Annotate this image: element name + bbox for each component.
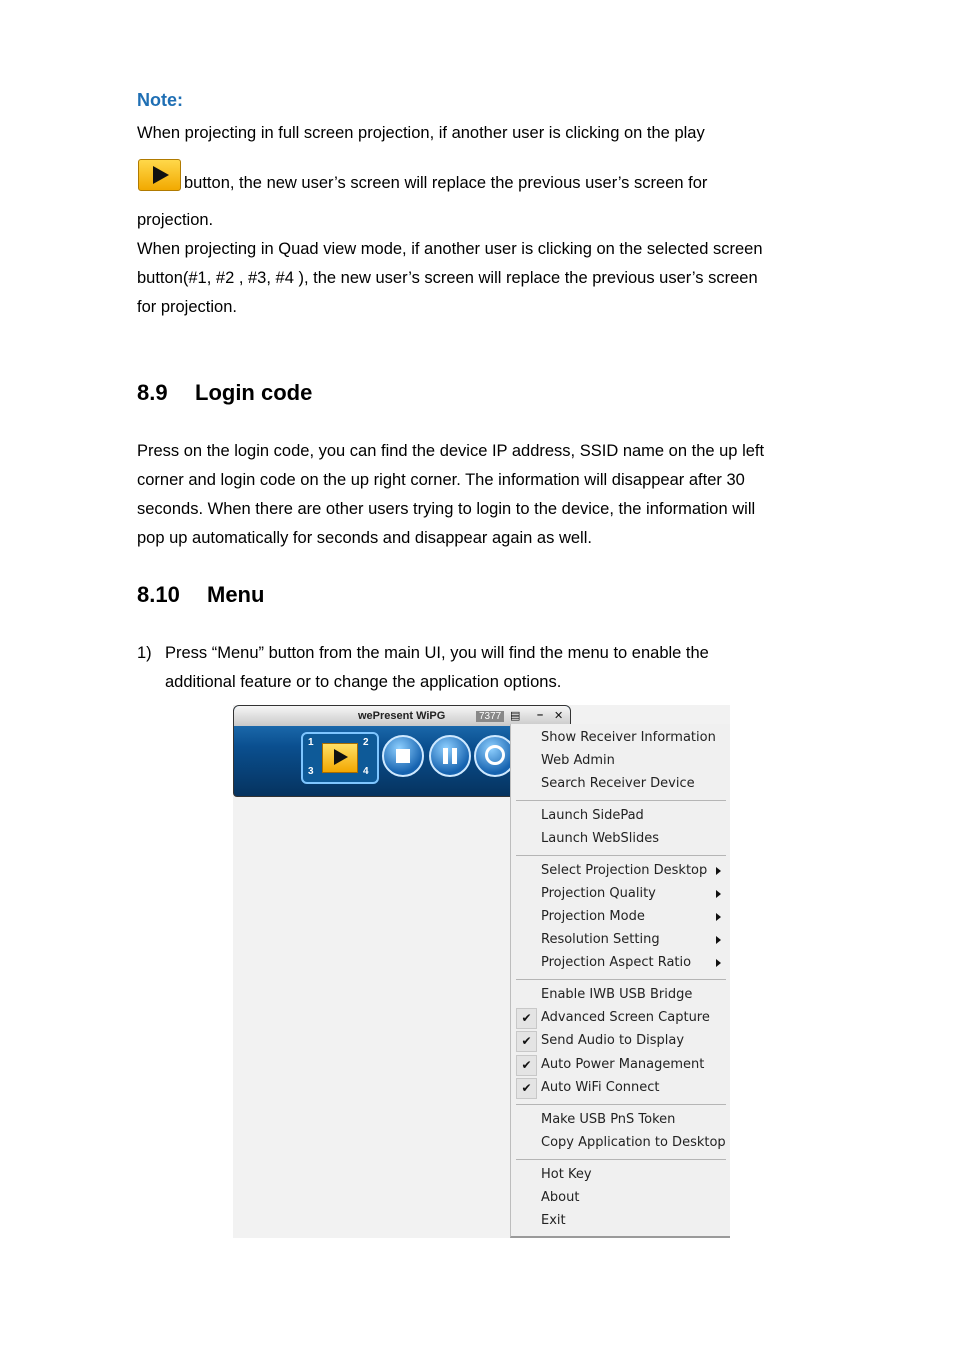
paragraph-line: pop up automatically for seconds and disappear again as well. bbox=[137, 529, 592, 547]
play-button-icon bbox=[138, 159, 181, 191]
submenu-arrow-icon bbox=[716, 890, 721, 898]
menu-item-exit[interactable]: Exit bbox=[541, 1213, 566, 1228]
menu-item-label: Resolution Setting bbox=[541, 932, 660, 947]
menu-item-show-receiver-information[interactable]: Show Receiver Information bbox=[541, 730, 716, 745]
pause-icon[interactable] bbox=[429, 735, 471, 777]
menu-item-advanced-screen-capture[interactable]: Advanced Screen Capture bbox=[541, 1010, 710, 1025]
menu-item-web-admin[interactable]: Web Admin bbox=[541, 753, 615, 768]
check-icon: ✔ bbox=[516, 1031, 537, 1052]
menu-item-hot-key[interactable]: Hot Key bbox=[541, 1167, 592, 1182]
section-number: 8.10 bbox=[137, 582, 180, 607]
paragraph-line: corner and login code on the up right corner. The information will disappear after 30 bbox=[137, 471, 745, 489]
paragraph-line: seconds. When there are other users trying to login to the device, the information will bbox=[137, 500, 756, 518]
note-line: When projecting in full screen projection, if another user is clicking on the play bbox=[137, 124, 705, 142]
menu-separator bbox=[516, 1104, 726, 1105]
menu-screenshot bbox=[233, 705, 730, 1238]
submenu-arrow-icon bbox=[716, 867, 721, 875]
section-title: Login code bbox=[195, 380, 313, 405]
note-title: Note: bbox=[137, 90, 183, 110]
menu-item-auto-power-management[interactable]: Auto Power Management bbox=[541, 1057, 705, 1072]
quad-screen-selector[interactable] bbox=[301, 732, 379, 784]
menu-item-resolution-setting[interactable] bbox=[541, 930, 726, 950]
submenu-arrow-icon bbox=[716, 959, 721, 967]
paragraph-line: Press on the login code, you can find the device IP address, SSID name on the up left bbox=[137, 442, 765, 460]
section-heading-login-code bbox=[137, 380, 312, 406]
note-line: for projection. bbox=[137, 298, 237, 316]
submenu-arrow-icon bbox=[716, 936, 721, 944]
stop-icon[interactable] bbox=[382, 735, 424, 777]
menu-item-label: Projection Quality bbox=[541, 886, 656, 901]
submenu-arrow-icon bbox=[716, 913, 721, 921]
menu-item-projection-mode[interactable] bbox=[541, 907, 726, 927]
section-number: 8.9 bbox=[137, 380, 168, 405]
list-item-line: Press “Menu” button from the main UI, you will find the menu to enable the bbox=[165, 644, 709, 662]
menu-item-label: Select Projection Desktop bbox=[541, 863, 708, 878]
menu-separator bbox=[516, 800, 726, 801]
note-line: button(#1, #2 , #3, #4 ), the new user’s screen will replace the previous user’s screen bbox=[137, 269, 758, 287]
menu-item-select-projection-desktop[interactable] bbox=[541, 861, 726, 881]
section-title: Menu bbox=[207, 582, 265, 607]
menu-item-make-usb-pns-token[interactable]: Make USB PnS Token bbox=[541, 1112, 676, 1127]
menu-item-search-receiver-device[interactable]: Search Receiver Device bbox=[541, 776, 695, 791]
menu-item-label: Projection Mode bbox=[541, 909, 645, 924]
screen-1-button[interactable]: 1 bbox=[308, 737, 314, 748]
menu-item-projection-aspect-ratio[interactable] bbox=[541, 953, 726, 973]
check-icon: ✔ bbox=[516, 1055, 537, 1076]
menu-separator bbox=[516, 855, 726, 856]
menu-separator bbox=[516, 1159, 726, 1160]
title-bar bbox=[234, 706, 570, 726]
screen-4-button[interactable]: 4 bbox=[363, 766, 369, 777]
section-heading-menu bbox=[137, 582, 264, 608]
menu-item-label: Projection Aspect Ratio bbox=[541, 955, 692, 970]
menu-separator bbox=[516, 979, 726, 980]
list-number: 1) bbox=[137, 644, 152, 662]
menu-item-auto-wifi-connect[interactable]: Auto WiFi Connect bbox=[541, 1080, 660, 1095]
menu-item-launch-sidepad[interactable]: Launch SidePad bbox=[541, 808, 644, 823]
check-icon: ✔ bbox=[516, 1078, 537, 1099]
menu-item-projection-quality[interactable] bbox=[541, 884, 726, 904]
note-line: When projecting in Quad view mode, if another user is clicking on the selected screen bbox=[137, 240, 763, 258]
note-line: projection. bbox=[137, 211, 214, 229]
menu-item-about[interactable]: About bbox=[541, 1190, 580, 1205]
menu-item-send-audio-to-display[interactable]: Send Audio to Display bbox=[541, 1033, 685, 1048]
menu-item-enable-iwb-usb-bridge[interactable]: Enable IWB USB Bridge bbox=[541, 987, 693, 1002]
menu-item-launch-webslides[interactable]: Launch WebSlides bbox=[541, 831, 660, 846]
screen-3-button[interactable]: 3 bbox=[308, 766, 314, 777]
menu-icon[interactable]: ▤ bbox=[510, 710, 521, 722]
note-line: button, the new user’s screen will replace the previous user’s screen for bbox=[184, 174, 708, 192]
play-icon[interactable] bbox=[322, 743, 358, 773]
check-icon: ✔ bbox=[516, 1008, 537, 1029]
context-menu bbox=[510, 724, 730, 1238]
login-code[interactable]: 7377 bbox=[476, 711, 504, 722]
close-icon[interactable]: ✕ bbox=[554, 710, 564, 722]
menu-item-copy-application-to-desktop[interactable]: Copy Application to Desktop bbox=[541, 1135, 726, 1150]
minimize-icon[interactable]: – bbox=[537, 709, 544, 721]
app-title: wePresent WiPG bbox=[358, 710, 446, 722]
list-item-line: additional feature or to change the application options. bbox=[165, 673, 562, 691]
screen-2-button[interactable]: 2 bbox=[363, 737, 369, 748]
